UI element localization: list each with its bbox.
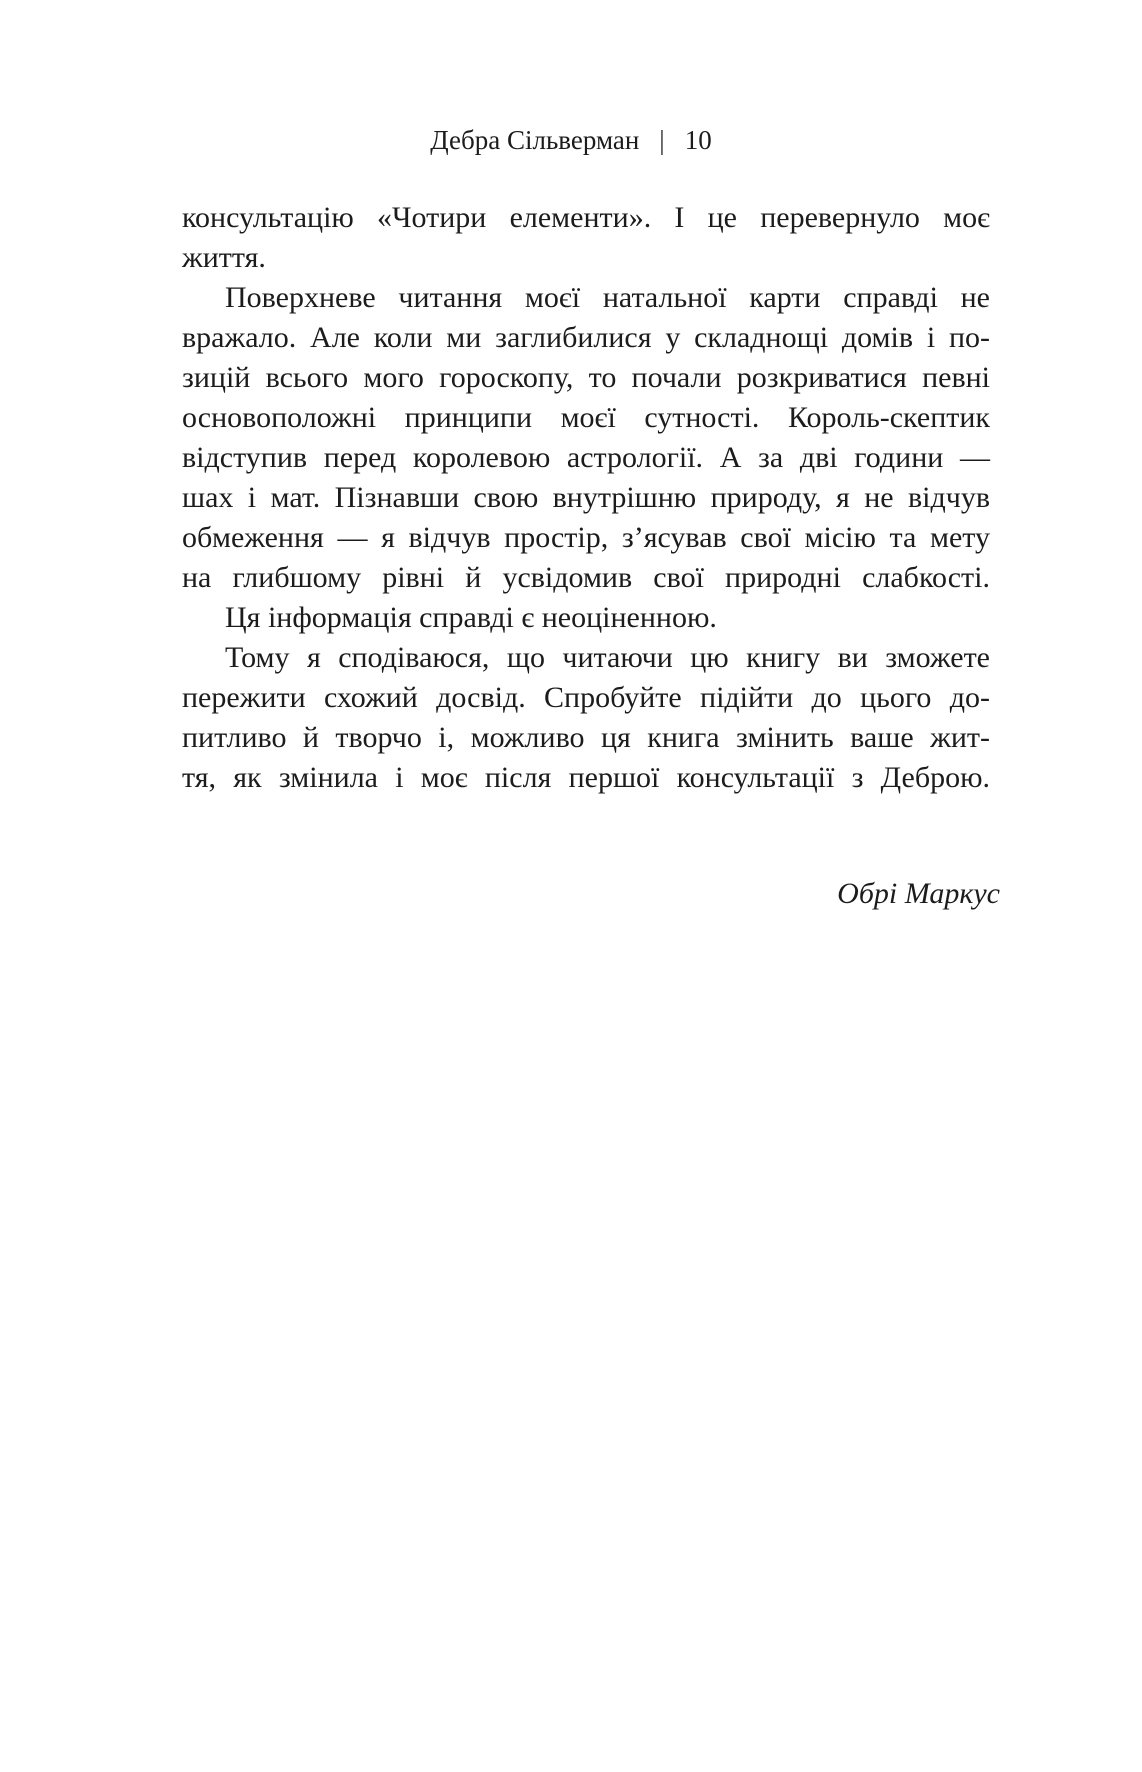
page-number: 10 [684, 125, 712, 155]
text-line: шах і мат. Пізнавши свою внутрішню природу, я не відчув [182, 481, 990, 514]
text-line: питливо й творчо і, можливо ця книга змінить ваше жит- [182, 721, 990, 754]
running-head-author: Дебра Сільверман [430, 125, 640, 155]
text-line: вражало. Але коли ми заглибилися у складнощі домів і по- [182, 321, 990, 354]
text-line: на глибшому рівні й усвідомив свої природні слабкості. [182, 561, 990, 594]
running-head [0, 124, 1142, 156]
running-head-separator: | [659, 125, 665, 155]
text-line: тя, як змінила і моє після першої консультації з Деброю. [182, 761, 990, 794]
text-line: зицій всього мого гороскопу, то почали розкриватися певні [182, 361, 990, 394]
text-line: відступив перед королевою астрології. А за дві години — [182, 441, 990, 474]
text-line: обмеження — я відчув простір, з’ясував свої місію та мету [182, 521, 990, 554]
signature [182, 874, 1000, 914]
text-line: Тому я сподіваюся, що читаючи цю книгу ви зможете [225, 641, 990, 674]
text-line: пережити схожий досвід. Спробуйте підійти до цього до- [182, 681, 990, 714]
text-line: життя. [182, 241, 266, 274]
text-line: Ця інформація справді є неоціненною. [225, 601, 717, 634]
body-text [182, 198, 990, 798]
text-line: консультацію «Чотири елементи». І це перевернуло моє [182, 201, 990, 234]
text-line: Поверхневе читання моєї натальної карти справді не [225, 281, 990, 314]
text-line: основоположні принципи моєї сутності. Король-скептик [182, 401, 990, 434]
signature-name: Обрі Маркус [837, 877, 1000, 910]
